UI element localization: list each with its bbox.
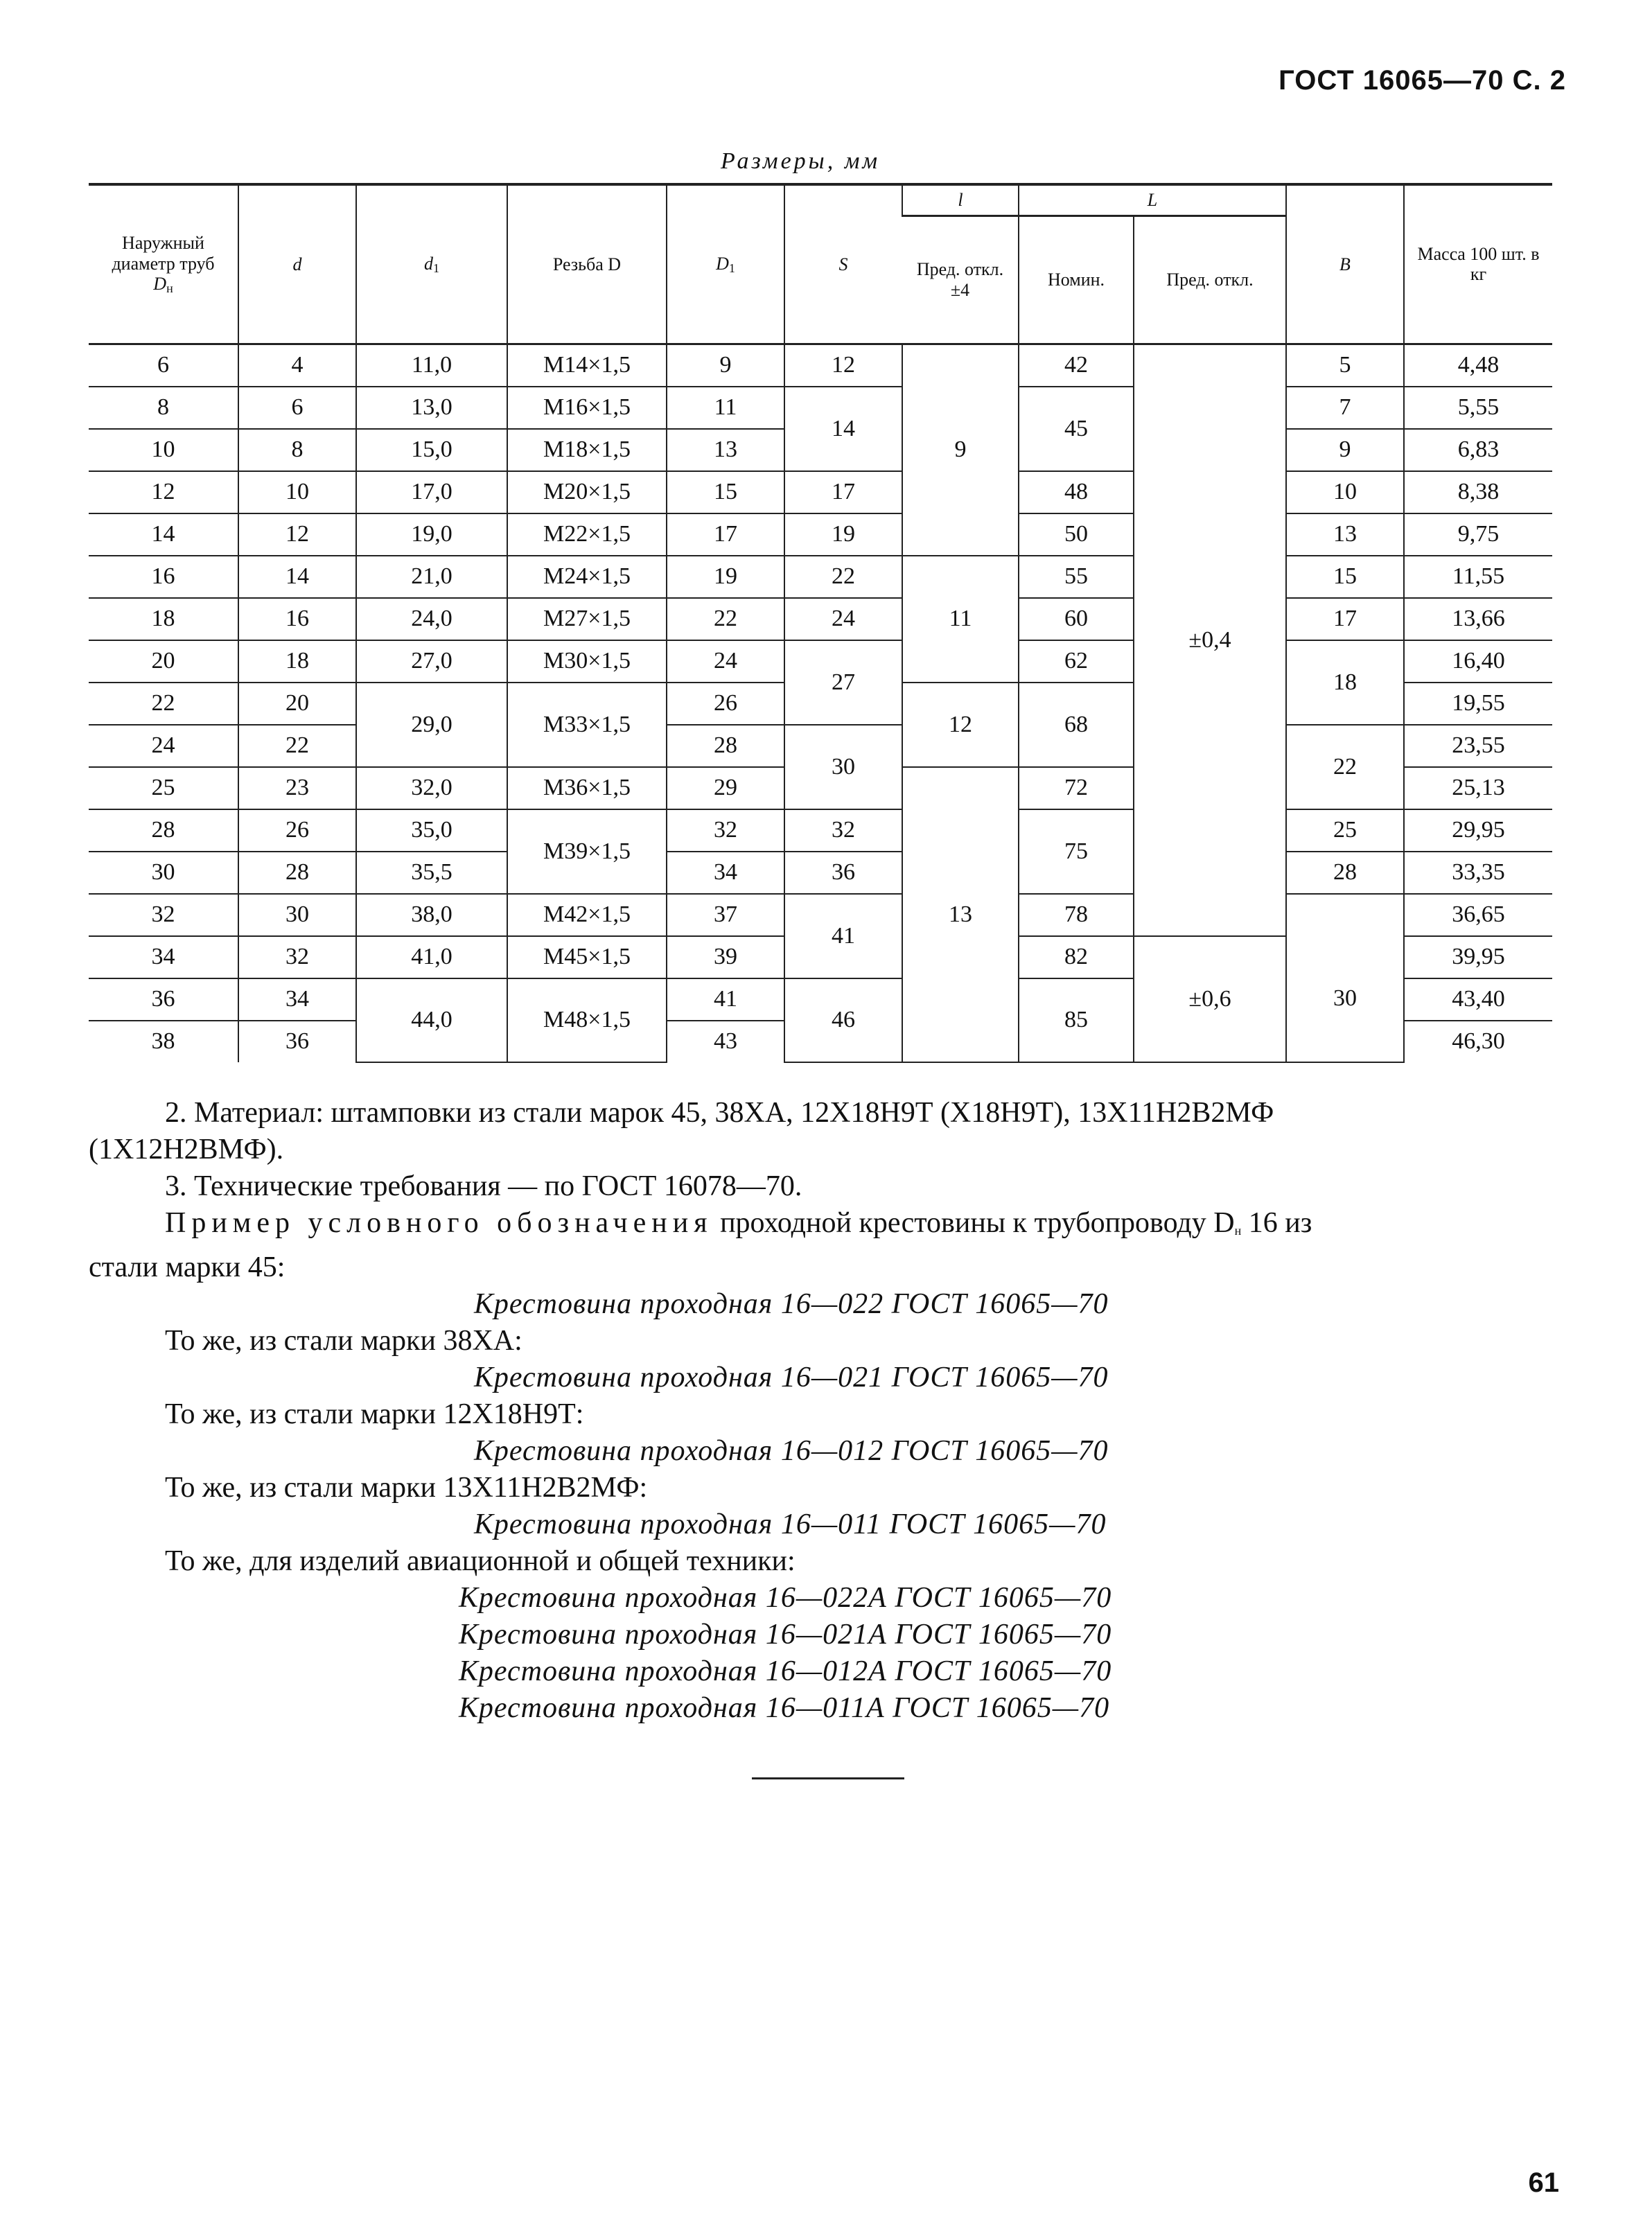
cell-B: 13 bbox=[1286, 513, 1404, 556]
cell-D1: 32 bbox=[667, 809, 784, 852]
designation-example: Крестовина проходная 16—022 ГОСТ 16065—70 bbox=[474, 1288, 1109, 1320]
cell-L-tol: ±0,6 bbox=[1134, 936, 1286, 1062]
variant-text: То же, из стали марки 38ХА: bbox=[165, 1325, 522, 1357]
cell-dn: 28 bbox=[89, 809, 238, 852]
cell-B: 7 bbox=[1286, 387, 1404, 429]
cell-dn: 34 bbox=[89, 936, 238, 978]
designation-example: Крестовина проходная 16—012А ГОСТ 16065—70 bbox=[459, 1655, 1112, 1687]
material-note-cont: (1Х12Н2ВМФ). bbox=[89, 1134, 284, 1166]
cell-d: 4 bbox=[238, 344, 356, 387]
cell-B: 18 bbox=[1286, 640, 1404, 725]
cell-dn: 14 bbox=[89, 513, 238, 556]
cell-dn: 32 bbox=[89, 894, 238, 936]
cell-S: 36 bbox=[784, 852, 902, 894]
table-caption: Размеры, мм bbox=[721, 148, 881, 174]
cell-L: 78 bbox=[1019, 894, 1134, 936]
cell-d1: 27,0 bbox=[356, 640, 507, 683]
cell-d: 30 bbox=[238, 894, 356, 936]
cell-d: 23 bbox=[238, 767, 356, 809]
document-header: ГОСТ 16065—70 С. 2 bbox=[1278, 65, 1566, 96]
cell-L: 72 bbox=[1019, 767, 1134, 809]
cell-D1: 17 bbox=[667, 513, 784, 556]
material-note: 2. Материал: штамповки из стали марок 45, 38ХА, 12Х18Н9Т (Х18Н9Т), 13Х11Н2В2МФ bbox=[165, 1097, 1274, 1129]
designation-example: Крестовина проходная 16—021 ГОСТ 16065—70 bbox=[474, 1362, 1109, 1393]
cell-d1: 44,0 bbox=[356, 978, 507, 1062]
cell-L: 42 bbox=[1019, 344, 1134, 387]
cell-thread: М45×1,5 bbox=[507, 936, 667, 978]
cell-L: 62 bbox=[1019, 640, 1134, 683]
table-row bbox=[89, 513, 1552, 556]
cell-d1: 29,0 bbox=[356, 683, 507, 767]
cell-thread: М16×1,5 bbox=[507, 387, 667, 429]
cell-S: 24 bbox=[784, 598, 902, 640]
cell-B-empty bbox=[1286, 894, 1404, 936]
cell-d: 26 bbox=[238, 809, 356, 852]
tech-requirements-note: 3. Технические требования — по ГОСТ 16078—70. bbox=[165, 1170, 802, 1202]
cell-dn: 22 bbox=[89, 683, 238, 725]
cell-D1: 43 bbox=[667, 1021, 784, 1062]
cell-dn: 30 bbox=[89, 852, 238, 894]
cell-thread: М39×1,5 bbox=[507, 809, 667, 894]
cell-B: 15 bbox=[1286, 556, 1404, 598]
cell-L: 75 bbox=[1019, 809, 1134, 894]
cell-d1: 35,5 bbox=[356, 852, 507, 894]
cell-d: 12 bbox=[238, 513, 356, 556]
cell-mass: 25,13 bbox=[1404, 767, 1552, 809]
cell-thread: М33×1,5 bbox=[507, 683, 667, 767]
cell-B: 5 bbox=[1286, 344, 1404, 387]
cell-mass: 36,65 bbox=[1404, 894, 1552, 936]
cell-thread: М20×1,5 bbox=[507, 471, 667, 513]
cell-L: 85 bbox=[1019, 978, 1134, 1062]
cell-thread: М36×1,5 bbox=[507, 767, 667, 809]
variant-text: То же, для изделий авиационной и общей техники: bbox=[165, 1545, 796, 1577]
header-l-tolerance: Пред. откл. ±4 bbox=[902, 216, 1019, 344]
cell-L: 68 bbox=[1019, 683, 1134, 767]
cell-dn: 18 bbox=[89, 598, 238, 640]
example-intro: Пример условного обозначения проходной крестовины к трубопроводу $D_н$ 16 из bbox=[165, 1207, 1312, 1239]
table-row bbox=[89, 725, 1552, 767]
cell-l: 12 bbox=[902, 683, 1019, 767]
cell-D1: 22 bbox=[667, 598, 784, 640]
cell-mass: 11,55 bbox=[1404, 556, 1552, 598]
table-row bbox=[89, 809, 1552, 852]
header-d: d bbox=[238, 184, 356, 344]
cell-l: 13 bbox=[902, 767, 1019, 1062]
cell-mass: 39,95 bbox=[1404, 936, 1552, 978]
cell-d1: 13,0 bbox=[356, 387, 507, 429]
cell-d: 32 bbox=[238, 936, 356, 978]
cell-D1: 26 bbox=[667, 683, 784, 725]
cell-d: 10 bbox=[238, 471, 356, 513]
cell-L: 55 bbox=[1019, 556, 1134, 598]
end-divider bbox=[752, 1777, 904, 1779]
table-row bbox=[89, 556, 1552, 598]
cell-thread: М14×1,5 bbox=[507, 344, 667, 387]
cell-L: 82 bbox=[1019, 936, 1134, 978]
cell-dn: 12 bbox=[89, 471, 238, 513]
cell-D1: 11 bbox=[667, 387, 784, 429]
cell-thread: М22×1,5 bbox=[507, 513, 667, 556]
cell-d1: 38,0 bbox=[356, 894, 507, 936]
cell-B: 22 bbox=[1286, 725, 1404, 809]
cell-thread: М42×1,5 bbox=[507, 894, 667, 936]
header-outer-diameter: Наружный диаметр труб $D_н$ bbox=[89, 184, 238, 344]
header-S: S bbox=[784, 184, 902, 344]
cell-L: 48 bbox=[1019, 471, 1134, 513]
cell-L: 50 bbox=[1019, 513, 1134, 556]
cell-dn: 20 bbox=[89, 640, 238, 683]
cell-B: 28 bbox=[1286, 852, 1404, 894]
cell-d: 34 bbox=[238, 978, 356, 1021]
cell-D1: 24 bbox=[667, 640, 784, 683]
cell-d1: 17,0 bbox=[356, 471, 507, 513]
cell-D1: 29 bbox=[667, 767, 784, 809]
cell-B: 17 bbox=[1286, 598, 1404, 640]
cell-D1: 34 bbox=[667, 852, 784, 894]
cell-dn: 38 bbox=[151, 1028, 175, 1055]
page-number: 61 bbox=[1528, 2167, 1559, 2198]
cell-mass: 13,66 bbox=[1404, 598, 1552, 640]
cell-B: 10 bbox=[1286, 471, 1404, 513]
table-row bbox=[89, 894, 1552, 936]
table-row bbox=[89, 598, 1552, 640]
cell-B: 30 bbox=[1286, 936, 1404, 1062]
cell-S: 30 bbox=[784, 725, 902, 809]
cell-D1: 13 bbox=[667, 429, 784, 471]
cell-mass: 5,55 bbox=[1404, 387, 1552, 429]
cell-d: 16 bbox=[238, 598, 356, 640]
cell-D1: 39 bbox=[667, 936, 784, 978]
header-D1: $D_1$ bbox=[667, 184, 784, 344]
cell-mass: 19,55 bbox=[1404, 683, 1552, 725]
cell-mass: 33,35 bbox=[1404, 852, 1552, 894]
cell-d1: 19,0 bbox=[356, 513, 507, 556]
cell-l: 11 bbox=[902, 556, 1019, 683]
designation-example: Крестовина проходная 16—021А ГОСТ 16065—70 bbox=[459, 1619, 1112, 1651]
cell-d: 8 bbox=[238, 429, 356, 471]
cell-d: 36 bbox=[238, 1021, 356, 1062]
header-d1: $d_1$ bbox=[356, 184, 507, 344]
cell-S: 27 bbox=[784, 640, 902, 725]
cell-dn: 25 bbox=[89, 767, 238, 809]
cell-mass: 9,75 bbox=[1404, 513, 1552, 556]
header-B: B bbox=[1286, 184, 1404, 344]
variant-text: То же, из стали марки 12Х18Н9Т: bbox=[165, 1398, 584, 1430]
cell-mass: 46,30 bbox=[1404, 1021, 1552, 1062]
table-row bbox=[89, 471, 1552, 513]
cell-D1: 9 bbox=[667, 344, 784, 387]
table-row bbox=[89, 852, 1552, 894]
table-row bbox=[89, 387, 1552, 429]
table-row bbox=[89, 344, 1552, 387]
cell-mass: 16,40 bbox=[1404, 640, 1552, 683]
cell-mass: 6,83 bbox=[1404, 429, 1552, 471]
dimensions-table bbox=[89, 183, 1552, 1063]
cell-thread: М18×1,5 bbox=[507, 429, 667, 471]
cell-D1: 15 bbox=[667, 471, 784, 513]
cell-D1: 19 bbox=[667, 556, 784, 598]
cell-S: 14 bbox=[784, 387, 902, 471]
variant-text: То же, из стали марки 13Х11Н2В2МФ: bbox=[165, 1472, 648, 1504]
cell-mass: 29,95 bbox=[1404, 809, 1552, 852]
cell-d1: 11,0 bbox=[356, 344, 507, 387]
designation-example: Крестовина проходная 16—022А ГОСТ 16065—70 bbox=[459, 1582, 1112, 1614]
header-mass: Массa 100 шт. в кг bbox=[1404, 184, 1552, 344]
cell-B: 9 bbox=[1286, 429, 1404, 471]
cell-S: 17 bbox=[784, 471, 902, 513]
cell-d1: 32,0 bbox=[356, 767, 507, 809]
cell-S: 12 bbox=[784, 344, 902, 387]
cell-mass: 4,48 bbox=[1404, 344, 1552, 387]
cell-D1: 41 bbox=[667, 978, 784, 1021]
cell-L-tol: ±0,4 bbox=[1134, 344, 1286, 936]
cell-d1: 41,0 bbox=[356, 936, 507, 978]
cell-mass: 8,38 bbox=[1404, 471, 1552, 513]
notes-section bbox=[89, 1095, 1558, 1727]
cell-mass: 23,55 bbox=[1404, 725, 1552, 767]
designation-example: Крестовина проходная 16—011А ГОСТ 16065—70 bbox=[459, 1692, 1110, 1724]
designation-example: Крестовина проходная 16—012 ГОСТ 16065—70 bbox=[474, 1435, 1109, 1467]
cell-S: 41 bbox=[784, 894, 902, 978]
cell-d: 22 bbox=[238, 725, 356, 767]
example-label: Пример условного обозначения bbox=[165, 1207, 713, 1239]
cell-B: 25 bbox=[1286, 809, 1404, 852]
header-L-tolerance: Пред. откл. bbox=[1134, 216, 1286, 344]
cell-S: 46 bbox=[784, 978, 902, 1062]
cell-D1: 28 bbox=[667, 725, 784, 767]
cell-dn: 6 bbox=[89, 344, 238, 387]
cell-d: 6 bbox=[238, 387, 356, 429]
cell-d1: 21,0 bbox=[356, 556, 507, 598]
cell-d: 28 bbox=[238, 852, 356, 894]
cell-d1: 35,0 bbox=[356, 809, 507, 852]
example-intro-cont: стали марки 45: bbox=[89, 1251, 285, 1283]
cell-dn: 10 bbox=[89, 429, 238, 471]
cell-S: 19 bbox=[784, 513, 902, 556]
cell-L: 45 bbox=[1019, 387, 1134, 471]
cell-thread: М27×1,5 bbox=[507, 598, 667, 640]
cell-d: 18 bbox=[238, 640, 356, 683]
header-L: L bbox=[1019, 184, 1286, 216]
cell-L: 60 bbox=[1019, 598, 1134, 640]
cell-d: 20 bbox=[238, 683, 356, 725]
cell-l: 9 bbox=[902, 344, 1019, 556]
cell-dn: 36 bbox=[89, 978, 238, 1021]
cell-thread: М48×1,5 bbox=[507, 978, 667, 1062]
cell-thread: М30×1,5 bbox=[507, 640, 667, 683]
cell-S: 32 bbox=[784, 809, 902, 852]
cell-D1: 37 bbox=[667, 894, 784, 936]
header-L-nominal: Номин. bbox=[1019, 216, 1134, 344]
dimensions-table-container bbox=[89, 183, 1552, 1063]
header-l: l bbox=[902, 184, 1019, 216]
cell-dn: 16 bbox=[89, 556, 238, 598]
cell-dn: 8 bbox=[89, 387, 238, 429]
cell-d1: 24,0 bbox=[356, 598, 507, 640]
header-thread: Резьба D bbox=[507, 184, 667, 344]
cell-d1: 15,0 bbox=[356, 429, 507, 471]
cell-thread: М24×1,5 bbox=[507, 556, 667, 598]
cell-mass: 43,40 bbox=[1404, 978, 1552, 1021]
designation-example: Крестовина проходная 16—011 ГОСТ 16065—70 bbox=[474, 1509, 1107, 1540]
cell-dn: 24 bbox=[89, 725, 238, 767]
cell-S: 22 bbox=[784, 556, 902, 598]
table-row bbox=[89, 640, 1552, 683]
cell-d: 14 bbox=[238, 556, 356, 598]
